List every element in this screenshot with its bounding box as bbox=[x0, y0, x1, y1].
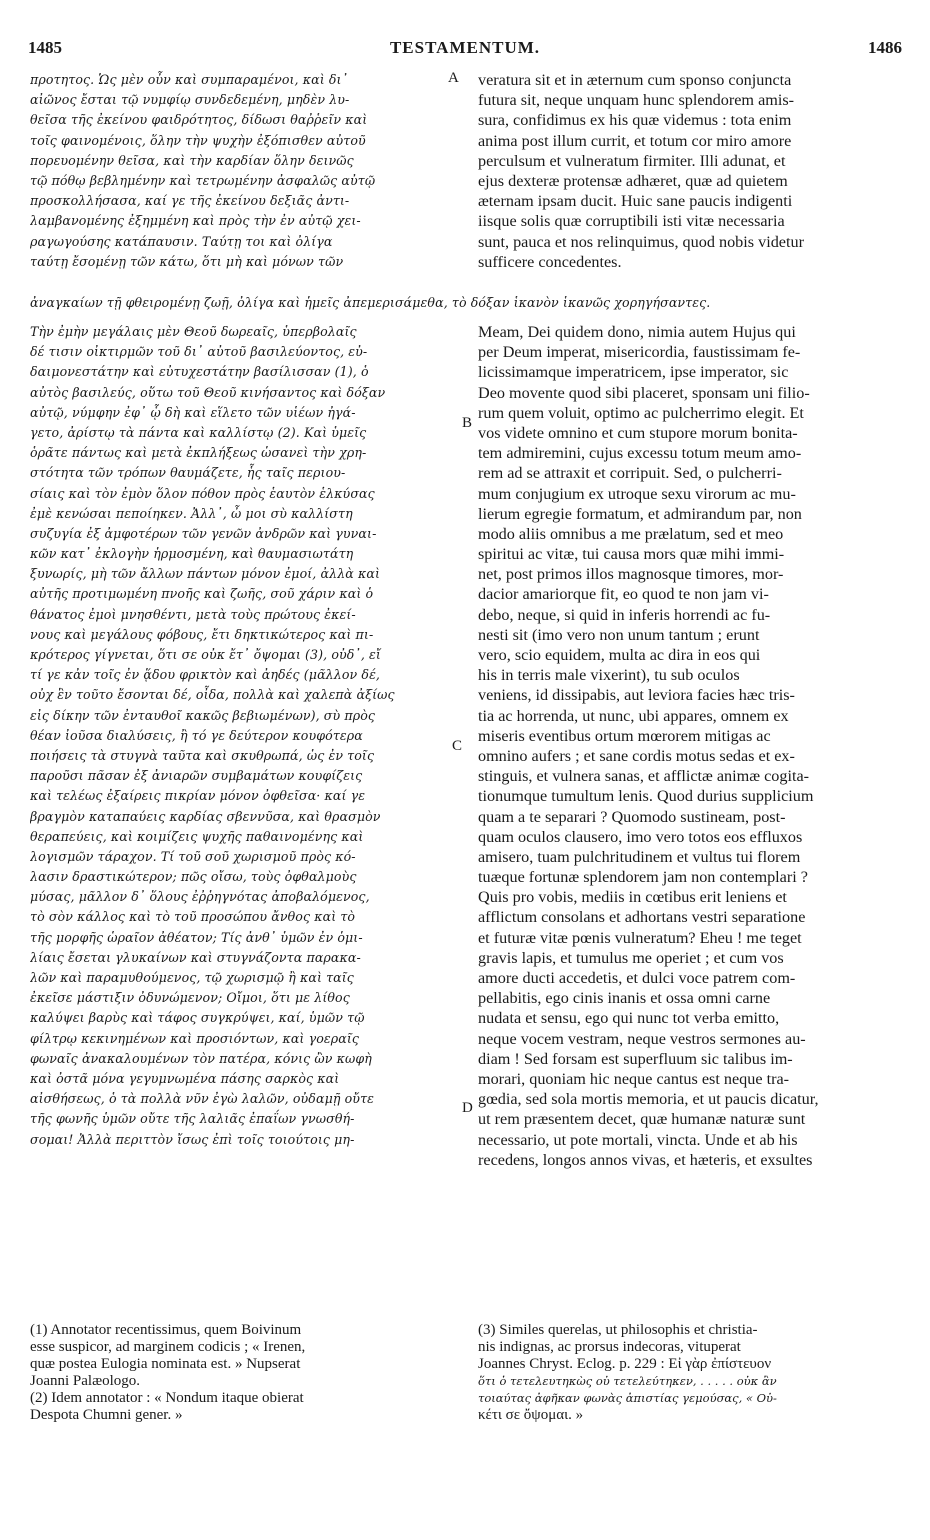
text-line: tuæque fortunæ splendorem jam non contemplari ? bbox=[478, 868, 808, 887]
text-line: Meam, Dei quidem dono, nimia autem Hujus qui bbox=[478, 323, 796, 341]
text-line: ξυνωρίς, μὴ τῶν ἄλλων πάντων μόνον ἐμοί, ἀλλὰ καὶ bbox=[30, 566, 380, 582]
text-line: debo, neque, si quid in inferis horrendi ac fu- bbox=[478, 605, 771, 624]
text-line: ὅτι ὁ τετελευτηκὼς οὐ τετελεύτηκεν, . . . . . οὐκ ἂν bbox=[478, 1374, 777, 1388]
text-line: κρότερος γίγνεται, ὅτι σε οὐκ ἔτ᾽ ὄψομαι (3), οὐδ᾽, εἴ bbox=[30, 647, 381, 662]
text-line: τί γε κἀν τοῖς ἐν ᾅδου φρικτὸν καὶ ἀηδές (μᾶλλον δέ, bbox=[30, 667, 381, 683]
text-line: mum conjugium ex utroque sexu virorum ac mu- bbox=[478, 484, 796, 503]
text-line: συζυγία ἐξ ἀμφοτέρων τῶν γενῶν ἀνδρῶν καὶ γυναι- bbox=[30, 525, 377, 541]
text-line: φίλτρῳ κεκινημένων καὶ προσιόντων, καὶ γοεραῖς bbox=[30, 1030, 360, 1046]
text-line: ποιήσεις τὰ στυγνὰ ταῦτα καὶ σκυθρωπά, ὡς ἐν τοῖς bbox=[30, 747, 375, 763]
text-line: afflictum consolans et adhortans vestri separatione bbox=[478, 908, 806, 927]
text-line: μύσας, μᾶλλον δ᾽ ὅλους ἐῤῥηγνότας ἀποβαλόμενος, bbox=[30, 889, 370, 905]
text-line: dacior amariorque fit, eo quod te non jam vi- bbox=[478, 585, 769, 604]
text-line: futura sit, neque unquam hunc splendorem amis- bbox=[478, 91, 795, 110]
text-line: modo aliis omnibus a me prælatum, sed et meo bbox=[478, 524, 784, 543]
text-line: λασιν δραστικώτερον; πῶς οἴσω, τοὺς ὀφθαλμοὺς bbox=[30, 869, 357, 885]
text-line: τοιαύτας ἀφῆκαν φωνὰς ἀπιστίας γεμούσας, « Οὐ- bbox=[478, 1391, 777, 1405]
margin-letter-d: D bbox=[462, 1100, 473, 1116]
text-line: εἰς δίκην τῶν ἐνταυθοῖ κακῶς βεβιωμένων), σὺ πρὸς bbox=[30, 707, 376, 723]
text-line: lierum egregie formatum, et admirandum par, non bbox=[478, 504, 802, 523]
text-line: αἰῶνος ἔσται τῷ νυμφίῳ συνδεδεμένη, μηδὲν λυ- bbox=[30, 92, 350, 108]
text-line: spiritui ac vitæ, tui causa mors quæ mihi immi- bbox=[478, 545, 785, 564]
footnotes-right bbox=[478, 1322, 896, 1424]
text-line: τοῖς φαινομένοις, ὅλην τὴν ψυχὴν ἐξόπισθεν αὐτοῦ bbox=[30, 132, 366, 148]
text-line: vero, scio equidem, multa ac dira in eos qui bbox=[478, 646, 761, 664]
text-line: æternam ipsam ducit. Huic sane paucis indigenti bbox=[478, 192, 793, 211]
text-line: sura, confidimus ex his quæ videmus : tota enim bbox=[478, 111, 792, 130]
text-line: ραγωγούσης κατάπαυσιν. Ταύτῃ τοι καὶ ὀλίγα bbox=[30, 233, 333, 249]
text-line: θάνατος ἐμοὶ μνησθέντι, μετὰ τοὺς πρώτους ἐκεί- bbox=[30, 606, 356, 622]
text-line: diam ! Sed forsam est superfluum sic talibus im- bbox=[478, 1049, 793, 1068]
text-line: ταύτῃ ἔσομένῃ τῶν κάτω, ὅτι μὴ καὶ μόνων τῶν bbox=[30, 253, 344, 269]
footnotes-left bbox=[30, 1322, 450, 1424]
text-line: θεῖσα τῆς ἐκείνου φαιδρότητος, δίδωσι θαῤῥεῖν καὶ bbox=[30, 112, 368, 128]
text-line: τῷ πόθῳ βεβλημένην καὶ τετρωμένην ἀσφαλῶς αὐτῷ bbox=[30, 172, 376, 188]
text-line: tem admiremini, cujus excessu totum meum amo- bbox=[478, 444, 802, 463]
text-line: net, post primos illos magnosque timores, mor- bbox=[478, 565, 784, 584]
text-line: his in terris male vixerint), tu sub oculos bbox=[478, 666, 740, 685]
text-line: κέτι σε ὄψομαι. » bbox=[478, 1407, 584, 1423]
text-line: amore ducti accedetis, et dulci voce patrem com- bbox=[478, 969, 796, 987]
greek-column-main bbox=[30, 322, 450, 1150]
text-line: φωναῖς ἀνακαλουμένων τὸν πατέρα, κόνις ὢν κωφὴ bbox=[30, 1050, 372, 1066]
text-line: per Deum imperat, misericordia, faustissimam fe- bbox=[478, 343, 801, 362]
text-line: quam a te separari ? Quomodo sustineam, post- bbox=[478, 807, 786, 826]
text-line: γετο, ἀρίστῳ τὰ πάντα καὶ καλλίστῳ (2). Καὶ ὑμεῖς bbox=[30, 424, 367, 440]
text-line: παροῦσι πᾶσαν ἐξ ἀνιαρῶν συμβαμάτων κουφίζεις bbox=[30, 768, 363, 784]
text-line: sufficere concedentes. bbox=[478, 252, 622, 271]
text-line: ἀναγκαίων τῇ φθειρομένῃ ζωῇ, ὀλίγα καὶ ἡμεῖς ἀπεμερισάμεθα, τὸ δόξαν ἱκανὸν ἱκανῶς χορηγήσαντες. bbox=[30, 295, 711, 310]
text-line: (3) Similes querelas, ut philosophis et christia- bbox=[478, 1322, 758, 1338]
text-line: Quis pro vobis, mediis in cœtibus erit leniens et bbox=[478, 888, 787, 907]
text-line: recedens, longos annos vivas, et hæteris, et exsultes bbox=[478, 1150, 813, 1169]
text-line: iisque solis quæ corruptibili isti vitæ necessaria bbox=[478, 212, 785, 231]
text-line: ἐμὲ κενώσαι πεποίηκεν. Ἀλλ᾽, ὦ μοι σὺ καλλίστη bbox=[30, 505, 353, 521]
page-number-left: 1485 bbox=[28, 38, 62, 57]
text-line: ὁρᾶτε πάντως καὶ μετὰ ἐκπλήξεως ὡσανεὶ τὴν χρη- bbox=[30, 445, 367, 461]
text-line: ut rem præsentem decet, quæ humanæ naturæ sunt bbox=[478, 1110, 806, 1129]
text-line: tionumque tumultum lenis. Quod durius supplicium bbox=[478, 787, 814, 806]
page-number-right: 1486 bbox=[868, 38, 902, 57]
text-line: morari, quoniam hic neque cantus est neque tra- bbox=[478, 1069, 790, 1088]
text-line: θέαν ἰοῦσα διαλύσεις, ἢ τό γε δεύτερον κουφότερα bbox=[30, 727, 363, 743]
text-line: ejus dexteræ protensæ adhæret, quæ ad quietem bbox=[478, 171, 788, 190]
text-line: esse suspicor, ad marginem codicis ; « Irenen, bbox=[30, 1339, 306, 1355]
text-line: quæ postea Eulogia nominata est. » Nupserat bbox=[30, 1356, 301, 1372]
text-line: amisero, tuam pulchritudinem et vultus tui florem bbox=[478, 847, 801, 866]
text-line: perculsum et vulneratum firmiter. Illi adunat, et bbox=[478, 151, 786, 170]
text-line: λίαις ἔσεται γλυκαίνων καὶ στυγνάζοντα παρακα- bbox=[30, 949, 361, 965]
text-line: αὐτῷ, νύμφην ἐφ᾽ ᾧ δὴ καὶ εἵλετο τῶν υἱέων ἠγά- bbox=[30, 404, 356, 420]
text-line: tia ac horrenda, ut nunc, ubi appares, omnem ex bbox=[478, 706, 789, 725]
text-line: omnino aufers ; et sane cordis motus sedas et ex- bbox=[478, 746, 795, 765]
text-line: τὸ σὸν κάλλος καὶ τὸ τοῦ προσώπου ἄνθος καὶ τὸ bbox=[30, 909, 356, 925]
text-line: stinguis, et vulnera sanas, et afflictæ animæ cogita- bbox=[478, 767, 810, 786]
running-title: TESTAMENTUM. bbox=[389, 38, 541, 57]
text-line: Deo movente quod sibi placeret, sponsam uni filio- bbox=[478, 383, 810, 402]
text-line: βραγμὸν καταπαύεις καρδίας σβεννῦσα, καὶ θρασμὸν bbox=[30, 808, 381, 824]
text-line: δέ τισιν οἰκτιρμῶν τοῦ δι᾽ αὐτοῦ βασιλεύοντος, εὐ- bbox=[30, 344, 368, 360]
text-line: sunt, pauca et nos relinquimus, quod nobis videtur bbox=[478, 232, 804, 251]
text-line: nis indignas, ac prorsus indecoras, vituperat bbox=[478, 1339, 741, 1355]
text-line: σομαι! Ἀλλὰ περιττὸν ἴσως ἐπὶ τοῖς τοιούτοις μη- bbox=[30, 1131, 355, 1147]
text-line: λογισμῶν τάραχον. Τί τοῦ σοῦ χωρισμοῦ πρὸς κό- bbox=[30, 848, 356, 864]
running-header bbox=[28, 38, 902, 62]
text-line: licissimamque imperatricem, ipse imperator, sic bbox=[478, 363, 789, 382]
text-line: τῆς μορφῆς ὡραῖον ἀθέατον; Τίς ἀνθ᾽ ὑμῶν ἐν ὁμι- bbox=[30, 929, 363, 945]
text-line: miseris eventibus ortum mœrorem mitigas ac bbox=[478, 726, 771, 745]
latin-column-top bbox=[478, 70, 896, 272]
text-line: pellabitis, ego cinis inanis et ossa omni carne bbox=[478, 989, 771, 1008]
text-line: καὶ τελέως ἐξαίρεις πικρίαν μόνον ὀφθεῖσα· καί γε bbox=[30, 788, 366, 804]
text-line: λαμβανομένης ἐξημμένη καὶ πρὸς τὴν ἐν αὐτῷ χει- bbox=[30, 213, 361, 229]
margin-letter-b: B bbox=[462, 415, 473, 431]
text-line: στότητα τῶν τρόπων θαυμάζετε, ἧς ταῖς περιου- bbox=[30, 465, 346, 481]
text-line: προσκολλήσασα, καί γε τῆς ἐκείνου δεξιᾶς ἀντι- bbox=[30, 193, 350, 209]
text-line: θεραπεύεις, καὶ κοιμίζεις ψυχῆς παθαινομένης καὶ bbox=[30, 828, 364, 844]
margin-letter-c: C bbox=[452, 738, 463, 754]
text-line: σίαις καὶ τὸν ἐμὸν ὅλον πόθον πρὸς ἑαυτὸν ἑλκύσας bbox=[30, 485, 375, 501]
text-line: veratura sit et in æternum cum sponso conjuncta bbox=[478, 71, 792, 89]
text-line: τῆς φωνῆς ὑμῶν οὔτε τῆς λαλιᾶς ἐπαΐων γνωσθή- bbox=[30, 1111, 355, 1127]
text-line: οὐχ ἓν τοῦτο ἔσονται δέ, οἶδα, πολλὰ καὶ χαλεπὰ ἀξίως bbox=[30, 687, 395, 703]
text-line: rum quem voluit, optimo ac pulcherrimo elegit. Et bbox=[478, 403, 804, 422]
text-line: καὶ ὀστᾶ μόνα γεγυμνωμένα πάσης σαρκὸς καὶ bbox=[30, 1070, 340, 1086]
text-line: (2) Idem annotator : « Nondum itaque obierat bbox=[30, 1390, 304, 1406]
text-line: et futuræ vitæ pœnis vulneratum? Eheu ! me teget bbox=[478, 928, 802, 947]
text-line: Despota Chumni gener. » bbox=[30, 1407, 183, 1423]
text-line: κῶν κατ᾽ ἐκλογὴν ἡρμοσμένη, καὶ θαυμασιωτάτη bbox=[30, 546, 354, 562]
text-line: rem ad se attraxit et corripuit. Sed, o pulcherri- bbox=[478, 464, 782, 483]
text-line: δαιμονεστάτην καὶ εὐτυχεστάτην βασίλισσαν (1), ὁ bbox=[30, 364, 369, 380]
text-line: quam oculos clausero, imo vero totos eos effluxos bbox=[478, 827, 803, 846]
text-line: veniens, id dissipabis, aut leviora facies hæc tris- bbox=[478, 686, 795, 705]
text-line: nesti sit (imo vero non unum tantum ; erunt bbox=[478, 625, 760, 644]
text-line: necessario, ut pote mortali, vincta. Unde et ab his bbox=[478, 1130, 798, 1149]
greek-column-top bbox=[30, 70, 450, 272]
greek-full-width-line bbox=[30, 293, 910, 313]
text-line: αἰσθήσεως, ὁ τὰ πολλὰ νῦν ἐγὼ λαλῶν, οὐδαμῇ οὔτε bbox=[30, 1091, 374, 1107]
text-line: nudata et sensu, ego qui nunc tot verba emitto, bbox=[478, 1009, 780, 1028]
latin-column-main bbox=[478, 322, 896, 1170]
text-line: ἐκεῖσε μάστιξιν ὀδυνώμενον; Οἴμοι, ὅτι με λίθος bbox=[30, 990, 350, 1006]
text-line: αὐτῆς προτιμωμένη πνοῆς καὶ ζωῆς, σοῦ χάριν καὶ ὁ bbox=[30, 586, 374, 602]
text-line: gœdia, sed sola mortis memoria, et ut paucis dicatur, bbox=[478, 1090, 819, 1109]
text-line: καλύψει βαρὺς καὶ τάφος συγκρύψει, καί, ὑμῶν τῷ bbox=[30, 1010, 365, 1026]
text-line: Joannes Chryst. Eclog. p. 229 : Εἰ γὰρ ἐπίστευον bbox=[478, 1356, 772, 1372]
text-line: αὐτὸς βασιλεύς, οὕτω τοῦ Θεοῦ κινήσαντος καὶ δόξαν bbox=[30, 384, 386, 400]
text-line: προτητος. Ὡς μὲν οὖν καὶ συμπαραμένοι, καὶ δι᾽ bbox=[30, 72, 348, 87]
text-line: Τὴν ἐμὴν μεγάλαις μὲν Θεοῦ δωρεαῖς, ὑπερβολαῖς bbox=[30, 324, 357, 339]
text-line: gravis lapis, et tumulus me operiet ; et cum vos bbox=[478, 948, 784, 967]
text-line: vos videte omnino et cum stupore morum bonita- bbox=[478, 423, 798, 442]
text-line: λῶν καὶ παραμυθούμενος, τῷ χωρισμῷ ἢ καὶ ταῖς bbox=[30, 970, 354, 985]
text-line: πορευομένην θεῖσα, καὶ τὴν καρδίαν ὅλην δεινῶς bbox=[30, 152, 354, 168]
text-line: νους καὶ μεγάλους φόβους, ἔτι δηκτικώτερος καὶ πι- bbox=[30, 626, 374, 642]
text-line: Joanni Palæologo. bbox=[30, 1373, 141, 1389]
text-line: neque vocem vestram, neque vestros sermones au- bbox=[478, 1029, 806, 1048]
text-line: (1) Annotator recentissimus, quem Boivinum bbox=[30, 1322, 302, 1338]
text-line: anima post illum currit, et totum cor miro amore bbox=[478, 131, 792, 150]
margin-letter-a: A bbox=[448, 70, 459, 86]
